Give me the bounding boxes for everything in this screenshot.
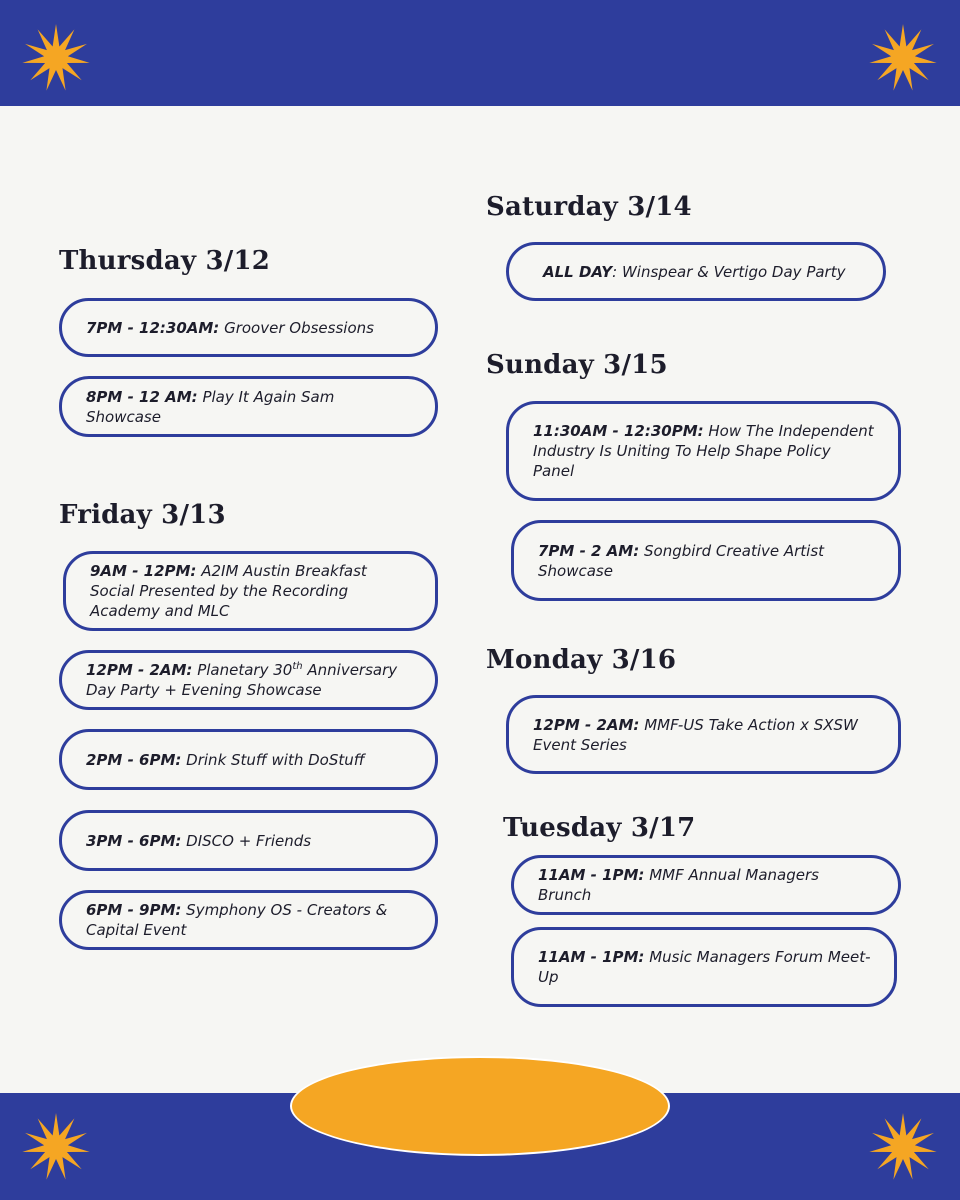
starburst-icon (867, 1111, 939, 1183)
event-pill[interactable] (511, 855, 901, 915)
event-pill[interactable] (63, 551, 438, 631)
starburst-icon (20, 1111, 92, 1183)
event-time: 11AM - 1PM: (538, 948, 645, 966)
event-time: 2PM - 6PM: (86, 750, 182, 769)
event-time: 11AM - 1PM: (538, 866, 645, 884)
orange-oval (290, 1056, 670, 1156)
event-time: 6PM - 9PM: (86, 901, 182, 919)
event-pill[interactable] (511, 927, 897, 1007)
event-pill[interactable] (506, 695, 901, 774)
event-pill[interactable] (511, 520, 901, 601)
event-title: A2IM Austin Breakfast Social Presented by the Recording Academy and MLC (90, 562, 367, 620)
event-title: Planetary 30th Anniversary Day Party + Evening Showcase (86, 661, 398, 699)
event-time: 8PM - 12 AM: (86, 387, 198, 406)
event-title: Music Managers Forum Meet-Up (538, 948, 871, 986)
event-time: 3PM - 6PM: (86, 831, 182, 850)
event-pill[interactable] (59, 890, 438, 950)
event-pill[interactable] (506, 401, 901, 501)
event-time: 12PM - 2AM: (86, 661, 193, 679)
starburst-icon (20, 22, 92, 94)
event-title: : Winspear & Vertigo Day Party (612, 262, 846, 281)
event-pill[interactable] (506, 242, 886, 301)
event-title: Symphony OS - Creators & Capital Event (86, 901, 388, 939)
event-title: Groover Obsessions (224, 318, 374, 337)
event-pill[interactable] (59, 298, 438, 357)
event-pill[interactable] (59, 376, 438, 437)
event-time: 12PM - 2AM: (533, 715, 640, 734)
event-time: 7PM - 2 AM: (538, 541, 640, 560)
event-title: How The Independent Industry Is Uniting To Help Shape Policy Panel (533, 422, 874, 480)
day-heading-friday: Friday 3/13 (59, 500, 226, 530)
top-banner (0, 0, 960, 106)
event-pill[interactable] (59, 650, 438, 710)
event-title: Songbird Creative Artist Showcase (538, 541, 825, 580)
day-heading-sunday: Sunday 3/15 (486, 350, 668, 380)
event-time: ALL DAY (543, 262, 613, 281)
event-title: DISCO + Friends (186, 831, 312, 850)
event-time: 11:30AM - 12:30PM: (533, 422, 704, 440)
event-title: Drink Stuff with DoStuff (186, 750, 365, 769)
event-pill[interactable] (59, 810, 438, 871)
event-title: MMF-US Take Action x SXSW Event Series (533, 715, 858, 754)
event-pill[interactable] (59, 729, 438, 790)
event-time: 7PM - 12:30AM: (86, 318, 220, 337)
day-heading-saturday: Saturday 3/14 (486, 192, 692, 222)
day-heading-tuesday: Tuesday 3/17 (503, 813, 696, 843)
day-heading-monday: Monday 3/16 (486, 645, 677, 675)
event-title: Play It Again Sam Showcase (86, 387, 335, 426)
starburst-icon (867, 22, 939, 94)
day-heading-thursday: Thursday 3/12 (59, 246, 271, 276)
event-title: MMF Annual Managers Brunch (538, 866, 819, 904)
event-time: 9AM - 12PM: (90, 562, 197, 580)
